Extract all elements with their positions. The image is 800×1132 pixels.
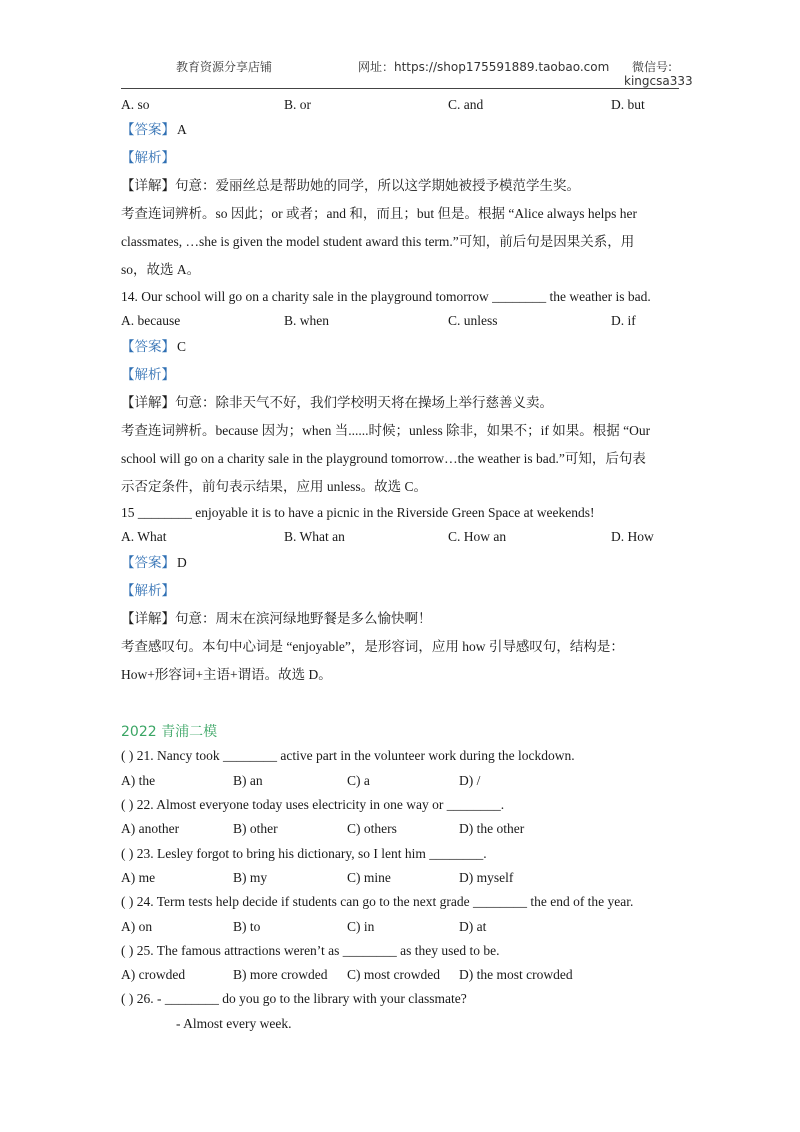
detail-text: 句意：除非天气不好，我们学校明天将在操场上举行慈善义卖。 — [175, 395, 553, 411]
option-a: A) me — [121, 870, 156, 885]
section-title: 2022 青浦二模 — [121, 724, 218, 740]
q14-explanation — [121, 417, 681, 501]
question-options — [121, 770, 621, 792]
option-a: A. because — [121, 313, 181, 328]
question-stem: ( ) 23. Lesley forgot to bring his dictionary, so I lent him ________. — [121, 846, 487, 861]
option-b: B. or — [284, 97, 311, 112]
q15-detail — [121, 608, 432, 630]
q14-analysis-label — [121, 364, 175, 386]
question-options — [121, 964, 661, 986]
option-a: A) crowded — [121, 967, 186, 982]
explain-line: How+形容词+主语+谓语。故选 D。 — [121, 667, 332, 682]
q14-stem: 14. Our school will go on a charity sale in the playground tomorrow ________ the weather is bad. — [121, 289, 651, 304]
option-b: B) to — [233, 919, 261, 934]
detail-text: 句意：周末在滨河绿地野餐是多么愉快啊！ — [175, 611, 432, 627]
wechat-label: 微信号: — [632, 60, 673, 74]
q15-answer — [121, 552, 187, 574]
option-a: A. What — [121, 529, 167, 544]
q15-options — [121, 526, 681, 548]
option-c: C. and — [448, 97, 484, 112]
q13-analysis-label — [121, 147, 175, 169]
question-options — [121, 818, 621, 840]
option-d: D) the most crowded — [459, 967, 573, 982]
q13-answer — [121, 119, 187, 141]
option-b: B) my — [233, 870, 268, 885]
option-d: D) myself — [459, 870, 514, 885]
detail-text: 句意：爱丽丝总是帮助她的同学，所以这学期她被授予模范学生奖。 — [175, 178, 580, 194]
analysis-label: 【解析】 — [121, 150, 175, 166]
answer-value: D — [177, 555, 187, 570]
option-c: C) in — [347, 919, 375, 934]
option-d: D) at — [459, 919, 487, 934]
option-c: C) most crowded — [347, 967, 440, 982]
answer-label: 【答案】 — [121, 339, 175, 355]
option-a: A) another — [121, 821, 180, 836]
option-c: C) mine — [347, 870, 391, 885]
option-b: B) more crowded — [233, 967, 328, 982]
explain-line: 考查连词辨析。so 因此；or 或者；and 和，而且；but 但是。根据 “Alice always helps her — [121, 206, 637, 221]
question-stem: ( ) 25. The famous attractions weren’t as ________ as they used to be. — [121, 943, 500, 958]
option-c: C. How an — [448, 529, 507, 544]
option-a: A) on — [121, 919, 153, 934]
q14-answer — [121, 336, 186, 358]
answer-value: A — [177, 122, 187, 137]
detail-label: 【详解】 — [121, 611, 175, 627]
answer-label: 【答案】 — [121, 555, 175, 571]
analysis-label: 【解析】 — [121, 367, 175, 383]
shop-url[interactable]: 网址：https://shop175591889.taobao.com — [358, 60, 610, 74]
q15-analysis-label — [121, 580, 175, 602]
option-b: B. What an — [284, 529, 345, 544]
question-options — [121, 916, 621, 938]
explain-line: school will go on a charity sale in the playground tomorrow…the weather is bad.”可知，后句表 — [121, 451, 646, 466]
dialogue-reply: - Almost every week. — [176, 1016, 292, 1031]
option-a: A. so — [121, 97, 150, 112]
q14-detail — [121, 392, 553, 414]
q13-detail — [121, 175, 580, 197]
question-options — [121, 867, 621, 889]
option-c: C) a — [347, 773, 370, 788]
explain-line: classmates, …she is given the model student award this term.”可知，前后句是因果关系，用 — [121, 234, 635, 249]
option-d: D) / — [459, 773, 481, 788]
page-header — [0, 0, 800, 90]
detail-label: 【详解】 — [121, 395, 175, 411]
header-divider — [121, 88, 679, 89]
explain-line: 考查连词辨析。because 因为；when 当......时候；unless 除非，如果不；if 如果。根据 “Our — [121, 423, 651, 438]
option-d: D) the other — [459, 821, 525, 836]
question-stem: ( ) 22. Almost everyone today uses electricity in one way or ________. — [121, 797, 505, 812]
explain-line: 考查感叹句。本句中心词是 “enjoyable”，是形容词，应用 how 引导感叹句，结构是： — [121, 639, 624, 654]
option-c: C. unless — [448, 313, 498, 328]
q15-explanation — [121, 633, 681, 689]
question-stem: ( ) 26. - ________ do you go to the library with your classmate? — [121, 991, 467, 1006]
q13-explanation — [121, 200, 681, 284]
option-d: D. How — [611, 529, 654, 544]
option-d: D. but — [611, 97, 645, 112]
q14-options — [121, 310, 681, 332]
question-stem: ( ) 24. Term tests help decide if students can go to the next grade ________ the end of the year. — [121, 894, 634, 909]
answer-label: 【答案】 — [121, 122, 175, 138]
option-d: D. if — [611, 313, 636, 328]
analysis-label: 【解析】 — [121, 583, 175, 599]
q13-options — [121, 94, 681, 116]
explain-line: 示否定条件，前句表示结果，应用 unless。故选 C。 — [121, 479, 428, 494]
question-stem: ( ) 21. Nancy took ________ active part in the volunteer work during the lockdown. — [121, 748, 575, 763]
option-c: C) others — [347, 821, 397, 836]
detail-label: 【详解】 — [121, 178, 175, 194]
option-b: B) an — [233, 773, 263, 788]
explain-line: so，故选 A。 — [121, 262, 201, 277]
option-b: B) other — [233, 821, 278, 836]
answer-value: C — [177, 339, 187, 354]
wechat-id: kingcsa333 — [624, 74, 693, 88]
shop-name: 教育资源分享店铺 — [176, 60, 273, 74]
q15-stem: 15 ________ enjoyable it is to have a picnic in the Riverside Green Space at weekends! — [121, 505, 595, 520]
option-b: B. when — [284, 313, 329, 328]
option-a: A) the — [121, 773, 156, 788]
